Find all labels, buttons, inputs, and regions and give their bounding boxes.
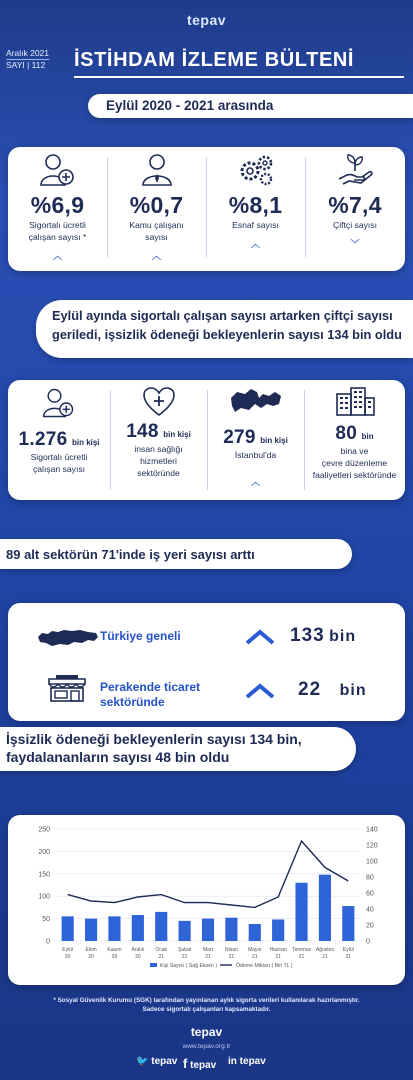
counts-card [8, 380, 405, 500]
unemployment-chart [8, 815, 405, 985]
x-tick-label: 21 [181, 954, 188, 960]
chevron-down-icon: ﹀ [350, 239, 360, 249]
x-tick-label: 20 [111, 954, 118, 960]
sector-banner: 89 alt sektörün 71'inde iş yeri sayısı arttı [0, 539, 352, 569]
count-unit: bin kişi [163, 430, 191, 439]
double-chevron-up-icon [244, 681, 276, 699]
workplace-unit: bin [339, 682, 367, 699]
count-unit: bin [361, 432, 374, 441]
count-stat-insured [8, 386, 110, 475]
summary-banner [36, 300, 413, 358]
workplace-label: Türkiye geneli [100, 629, 181, 643]
rate-label: sayısı [145, 232, 168, 242]
count-label: hizmetleri [140, 456, 177, 466]
footnote [10, 996, 403, 1014]
y-left-tick-label: 150 [38, 871, 50, 879]
x-tick-label: 21 [322, 954, 328, 960]
x-tick-label: Eylül [62, 947, 74, 953]
workplace-change [290, 625, 356, 647]
rate-value: %0,7 [129, 192, 184, 218]
chart-bar [342, 906, 354, 941]
y-left-tick-label: 100 [38, 893, 50, 901]
istanbul-map-icon [229, 386, 283, 416]
count-stat-istanbul [207, 386, 304, 488]
chart-card [8, 815, 405, 985]
chart-bar [62, 916, 74, 941]
rate-label: Kamu çalışanı [129, 220, 184, 230]
title-underline [74, 76, 404, 78]
y-right-tick-label: 80 [366, 874, 374, 882]
chart-bar [202, 919, 214, 941]
count-label: çalışan sayısı [32, 464, 86, 474]
legend-swatch [150, 963, 157, 967]
workplace-change [298, 679, 367, 701]
unemployment-banner [0, 727, 356, 771]
rate-value: %6,9 [30, 192, 85, 218]
x-tick-label: Ekim [85, 947, 97, 953]
y-right-tick-label: 100 [366, 858, 378, 866]
count-stat-buildings [304, 386, 405, 481]
issue-info [6, 48, 49, 70]
rate-value: %8,1 [228, 192, 283, 218]
y-right-tick-label: 60 [366, 890, 374, 898]
workplace-label: sektöründe [100, 695, 165, 709]
buildings-icon [333, 386, 377, 416]
unemployment-line: faydalananların sayısı 48 bin oldu [6, 749, 230, 765]
linkedin-icon: in [228, 1056, 237, 1067]
facebook-link[interactable] [183, 1056, 216, 1071]
double-chevron-up-icon [244, 627, 276, 645]
y-right-tick-label: 120 [366, 842, 378, 850]
linkedin-link[interactable] [228, 1056, 266, 1067]
workplace-unit: bin [329, 628, 357, 645]
count-value: 80 [335, 423, 358, 444]
chart-bar [132, 915, 144, 941]
chevron-up-icon: ︿ [250, 239, 260, 249]
person-plus-icon [41, 386, 77, 420]
rate-stat-public [107, 153, 206, 262]
workplace-label: Perakende ticaret [100, 680, 201, 694]
y-right-tick-label: 40 [366, 906, 374, 914]
chart-bar [319, 875, 331, 941]
social-label: tepav [190, 1060, 217, 1071]
chart-bar [295, 883, 307, 941]
x-tick-label: 20 [88, 954, 94, 960]
x-tick-label: Temmuz [292, 947, 311, 953]
x-tick-label: Kasım [107, 947, 122, 953]
issue-date: Aralık 2021 [6, 48, 49, 58]
heart-plus-icon [142, 386, 176, 418]
count-label: İstanbul'da [234, 450, 277, 460]
x-tick-label: 21 [251, 954, 258, 960]
y-right-tick-label: 0 [366, 938, 370, 946]
chart-bar [272, 919, 284, 941]
count-value: 279 [223, 427, 256, 448]
rate-label: Çiftçi sayısı [333, 220, 377, 230]
workplace-value: 133 [290, 625, 325, 646]
count-unit: bin kişi [71, 438, 100, 447]
footnote-line: Sadece sigortalı çalışanları kapsamaktadır. [142, 1006, 271, 1013]
gears-icon [236, 153, 276, 187]
y-left-tick-label: 0 [46, 938, 50, 946]
rate-value: %7,4 [328, 192, 382, 218]
count-label: sektöründe [137, 468, 180, 478]
x-tick-label: 20 [64, 954, 71, 960]
x-tick-label: 21 [345, 954, 352, 960]
brand-logo: tepav [186, 12, 227, 28]
summary-line: geriledi, işsizlik ödeneği bekleyenlerin sayısı 134 bin oldu [52, 327, 402, 342]
x-tick-label: Haziran [269, 947, 287, 953]
x-tick-label: Eylül [342, 947, 354, 953]
twitter-icon: 🐦 [136, 1056, 149, 1067]
issue-number: SAYI | 112 [6, 60, 46, 70]
unemployment-line: İşsizlik ödeneği bekleyenlerin sayısı 134 bin, [6, 731, 302, 747]
person-tie-icon [139, 153, 175, 187]
social-label: tepav [151, 1056, 178, 1067]
chart-bar [155, 912, 167, 941]
x-tick-label: Şubat [178, 947, 192, 953]
x-tick-label: 20 [135, 954, 141, 960]
rate-stat-tradesmen [206, 153, 305, 250]
workplaces-card [8, 603, 405, 721]
count-label: çevre düzenleme [321, 458, 388, 468]
count-stat-health [110, 386, 207, 479]
chevron-up-icon: ︿ [250, 477, 260, 487]
count-label: Sigortalı ücretli [30, 452, 88, 462]
period-banner: Eylül 2020 - 2021 arasında [88, 94, 413, 118]
store-icon [46, 673, 88, 703]
x-tick-label: Mart [203, 947, 213, 953]
y-left-tick-label: 250 [38, 826, 50, 834]
chart-bar [225, 918, 237, 941]
chevron-up-icon: ︿ [151, 251, 161, 261]
footnote-line: * Sosyal Güvenlik Kurumu (SGK) tarafından yayınlanan aylık sigorta verileri kullanılarak hazırlanmıştır. [53, 997, 360, 1004]
social-label: tepav [239, 1056, 266, 1067]
facebook-icon: f [183, 1056, 188, 1071]
count-unit: bin kişi [260, 436, 288, 445]
turkey-map-icon [36, 627, 100, 649]
rate-stat-farmers [305, 153, 405, 250]
chart-bar [85, 919, 97, 941]
legend-label: Ödeme Miktarı ( Bin TL ) [236, 963, 293, 969]
footer-brand: tepav [190, 1025, 223, 1039]
count-label: bina ve [340, 446, 369, 456]
y-left-tick-label: 50 [42, 916, 50, 924]
rate-stat-insured [8, 153, 107, 262]
x-tick-label: Mayıs [248, 947, 262, 953]
hand-plant-icon [335, 153, 375, 187]
count-label: faaliyetleri sektöründe [312, 470, 397, 480]
count-label: insan sağlığı [134, 444, 183, 454]
chart-bar [108, 916, 120, 941]
x-tick-label: 21 [275, 954, 281, 960]
summary-line: Eylül ayında sigortalı çalışan sayısı artarken çiftçi sayısı [52, 308, 393, 323]
x-tick-label: Ocak [155, 947, 168, 953]
rates-card [8, 147, 405, 271]
x-tick-label: 21 [158, 954, 165, 960]
rate-label: Esnaf sayısı [232, 220, 279, 230]
x-tick-label: Ağustos [315, 947, 334, 953]
rate-label: Sigortalı ücretli [29, 220, 86, 230]
y-right-tick-label: 20 [366, 922, 374, 930]
footer-url[interactable]: www.tepav.org.tr [182, 1043, 231, 1050]
chart-bar [249, 924, 261, 941]
legend-label: Kişi Sayısı ( Sağ Eksen ) [160, 963, 218, 969]
page-title: İSTİHDAM İZLEME BÜLTENİ [74, 49, 355, 71]
x-tick-label: 21 [228, 954, 235, 960]
chart-bar [179, 921, 191, 941]
x-tick-label: Aralık [131, 947, 145, 953]
rate-label: çalışan sayısı * [28, 232, 87, 242]
chevron-up-icon: ︿ [52, 251, 62, 261]
person-plus-icon [38, 153, 78, 187]
workplace-value: 22 [298, 679, 322, 700]
y-left-tick-label: 200 [38, 848, 50, 856]
twitter-link[interactable] [136, 1056, 177, 1067]
x-tick-label: 21 [205, 954, 211, 960]
x-tick-label: 21 [298, 954, 305, 960]
x-tick-label: Nisan [224, 947, 238, 953]
count-value: 148 [126, 421, 159, 442]
y-right-tick-label: 140 [366, 826, 378, 834]
count-value: 1.276 [18, 429, 68, 450]
